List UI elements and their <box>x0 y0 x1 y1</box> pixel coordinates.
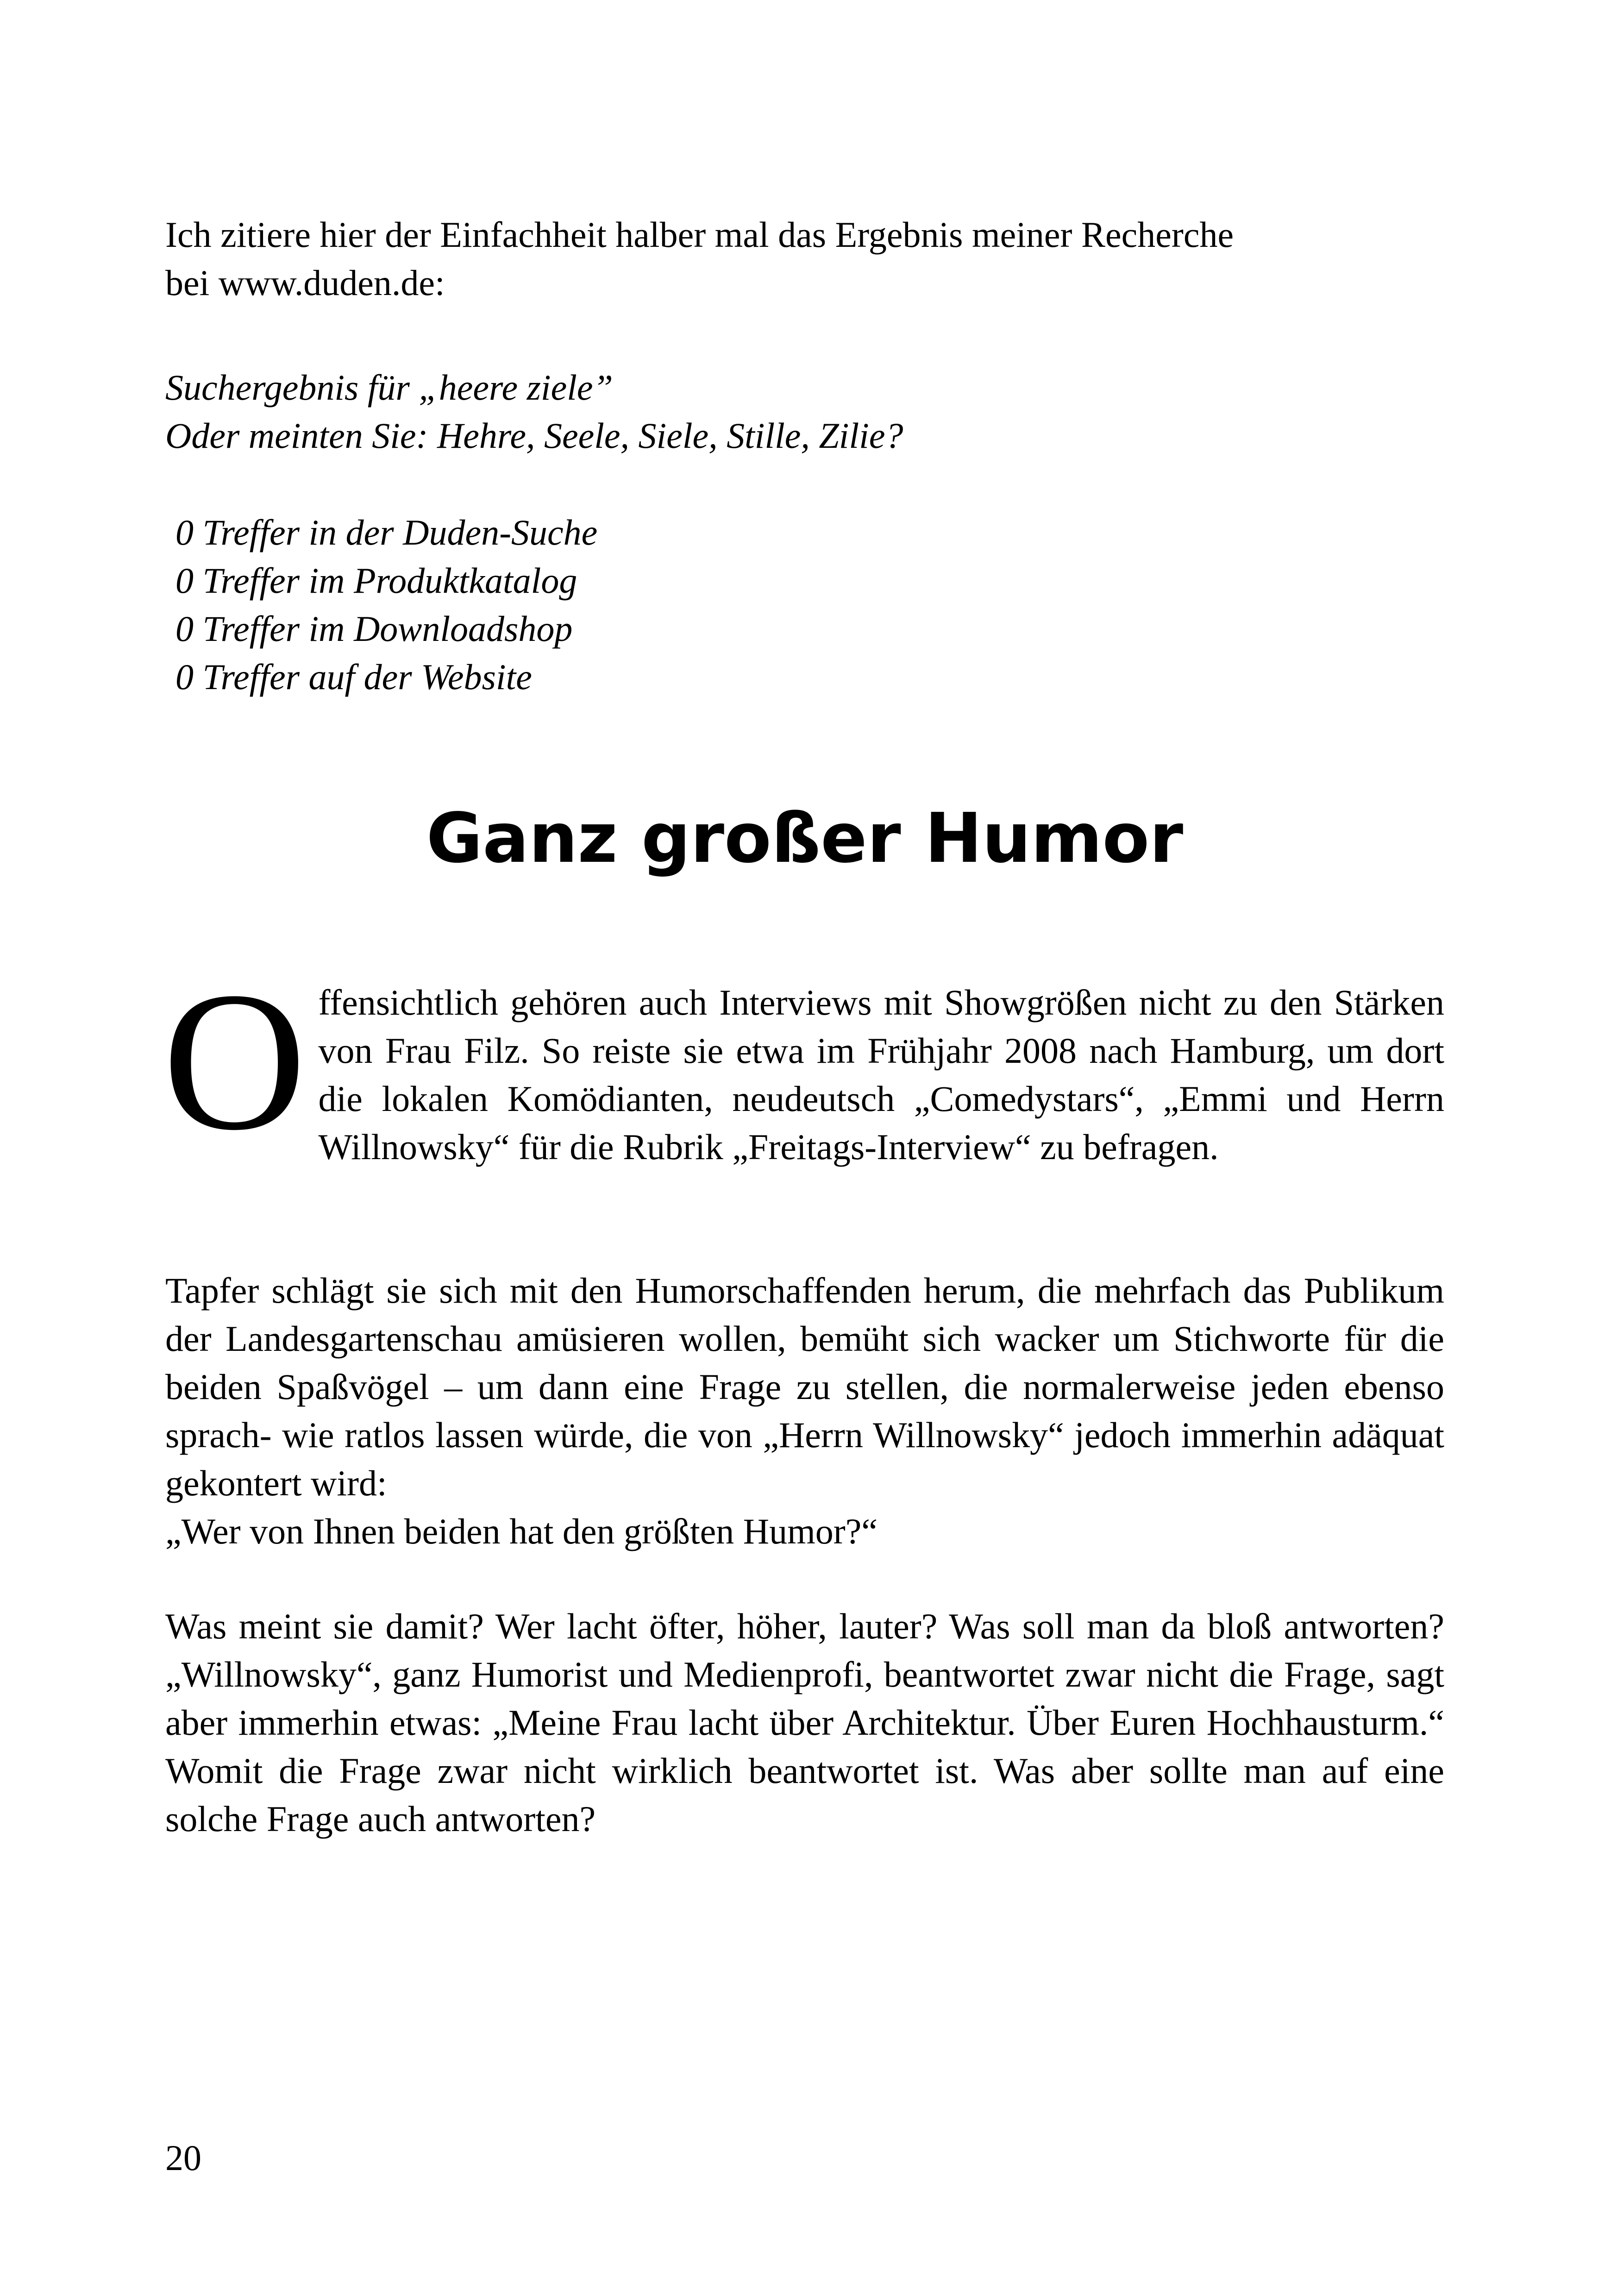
drop-cap: O <box>163 951 307 1172</box>
intro-paragraph <box>165 211 1444 307</box>
search-quote-line-1: Suchergebnis für „heere ziele” <box>165 367 613 408</box>
result-item: 0 Treffer im Downloadshop <box>175 609 573 649</box>
page-number: 20 <box>165 2138 201 2178</box>
paragraph-2-text: Tapfer schlägt sie sich mit den Humorschaffenden herum, die mehrfach das Publikum der Landesgartenschau amüsieren wollen, bemüht sich wacker um Stichworte für die beiden Spaßvögel – um dann eine Frage zu stellen, die normalerweise jeden ebenso sprach- wie ratlos lassen würde, die von „Herrn Willnowsky“ jedoch immerhin adäquat gekontert wird: <box>165 1270 1444 1503</box>
search-result-quote <box>165 364 1444 460</box>
result-item: 0 Treffer auf der Website <box>175 657 532 697</box>
paragraph-2-quote: „Wer von Ihnen beiden hat den größten Humor?“ <box>165 1511 877 1551</box>
search-results-list <box>165 508 1444 701</box>
paragraph-2 <box>165 1267 1444 1556</box>
paragraph-1-text: ffensichtlich gehören auch Interviews mit Showgrößen nicht zu den Stärken von Frau Filz. So reiste sie etwa im Frühjahr 2008 nach Hamburg, um dort die lokalen Komödianten, neudeutsch „Comedystars“, „Emmi und Herrn Willnowsky“ für die Rubrik „Freitags-Interview“ zu befragen. <box>318 982 1444 1167</box>
result-item: 0 Treffer im Produktkatalog <box>175 560 577 601</box>
paragraph-3 <box>165 1602 1444 1843</box>
intro-line-2: bei www.duden.de: <box>165 263 445 303</box>
intro-line-1: Ich zitiere hier der Einfachheit halber mal das Ergebnis meiner Recherche <box>165 214 1234 255</box>
result-item: 0 Treffer in der Duden-Suche <box>175 512 598 552</box>
section-heading: Ganz großer Humor <box>426 798 1184 878</box>
paragraph-3-text: Was meint sie damit? Wer lacht öfter, höher, lauter? Was soll man da bloß antworten? „Willnowsky“, ganz Humorist und Medienprofi, beantwortet zwar nicht die Frage, sagt aber immerhin etwas: „Meine Frau lacht über Architektur. Über Euren Hochhausturm.“ Womit die Frage zwar nicht wirklich beantwortet ist. Was aber sollte man auf eine solche Frage auch antworten? <box>165 1606 1444 1839</box>
search-quote-line-2: Oder meinten Sie: Hehre, Seele, Siele, Stille, Zilie? <box>165 415 903 456</box>
paragraph-1 <box>163 951 1444 1172</box>
